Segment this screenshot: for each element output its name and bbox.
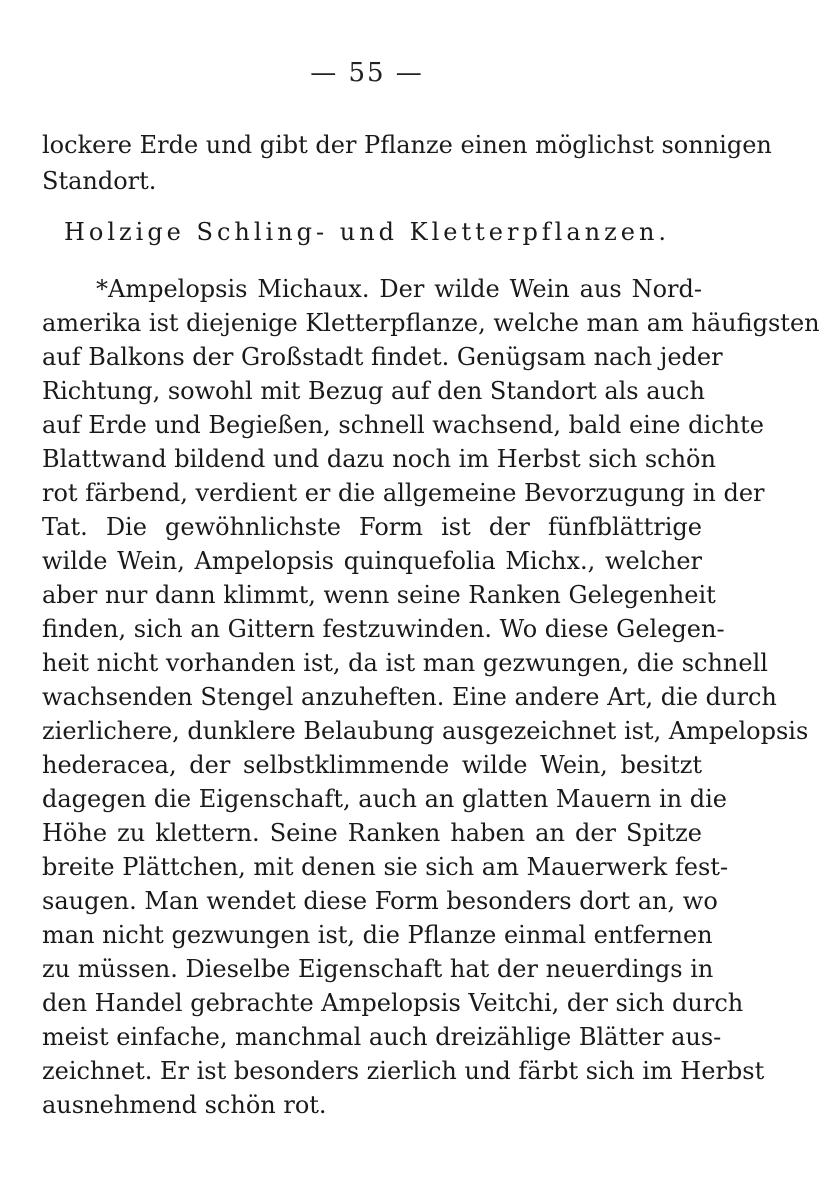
text-line: ausnehmend schön rot. — [42, 1091, 327, 1119]
text-line: saugen. Man wendet diese Form besonders dort an, wo — [42, 887, 718, 915]
text-line: zeichnet. Er ist besonders zierlich und färbt sich im Herbst — [42, 1057, 765, 1085]
text-line: auf Balkons der Großstadt findet. Genügsam nach jeder — [42, 343, 723, 371]
text-line: breite Plättchen, mit denen sie sich am Mauerwerk fest- — [42, 853, 729, 881]
text-line: aber nur dann klimmt, wenn seine Ranken Gelegenheit — [42, 581, 716, 609]
text-line: hederacea, der selbstklimmende wilde Wein, besitzt — [42, 751, 702, 779]
text-line: Blattwand bildend und dazu noch im Herbst sich schön — [42, 445, 716, 473]
text-line: man nicht gezwungen ist, die Pflanze einmal entfernen — [42, 921, 713, 949]
text-line: Höhe zu klettern. Seine Ranken haben an der Spitze — [42, 819, 702, 847]
text-line: zierlichere, dunklere Belaubung ausgezeichnet ist, Ampelopsis — [42, 717, 809, 745]
text-line: auf Erde und Begießen, schnell wachsend, bald eine dichte — [42, 411, 764, 439]
text-line: lockere Erde und gibt der Pflanze einen möglichst sonnigen — [42, 131, 772, 159]
text-line: wachsenden Stengel anzuheften. Eine andere Art, die durch — [42, 683, 777, 711]
text-line: wilde Wein, Ampelopsis quinquefolia Michx., welcher — [42, 547, 702, 575]
text-line: meist einfache, manchmal auch dreizählige Blätter aus- — [42, 1023, 722, 1051]
text-line: finden, sich an Gittern festzuwinden. Wo diese Gelegen- — [42, 615, 725, 643]
section-heading: Holzige Schling- und Kletterpflanzen. — [63, 218, 671, 246]
text-line: Tat. Die gewöhnlichste Form ist der fünfblättrige — [42, 513, 702, 541]
text-line: Richtung, sowohl mit Bezug auf den Standort als auch — [42, 377, 705, 405]
text-line: *Ampelopsis Michaux. Der wilde Wein aus Nord- — [96, 275, 702, 303]
text-line: amerika ist diejenige Kletterpflanze, welche man am häufigsten — [42, 309, 820, 337]
page-number: — 55 — — [310, 58, 424, 88]
text-line: rot färbend, verdient er die allgemeine Bevorzugung in der — [42, 479, 765, 507]
text-line: heit nicht vorhanden ist, da ist man gezwungen, die schnell — [42, 649, 768, 677]
text-line: zu müssen. Dieselbe Eigenschaft hat der neuerdings in — [42, 955, 714, 983]
text-line: dagegen die Eigenschaft, auch an glatten Mauern in die — [42, 785, 728, 813]
text-line: Standort. — [42, 167, 157, 195]
text-line: den Handel gebrachte Ampelopsis Veitchi, der sich durch — [42, 989, 744, 1017]
